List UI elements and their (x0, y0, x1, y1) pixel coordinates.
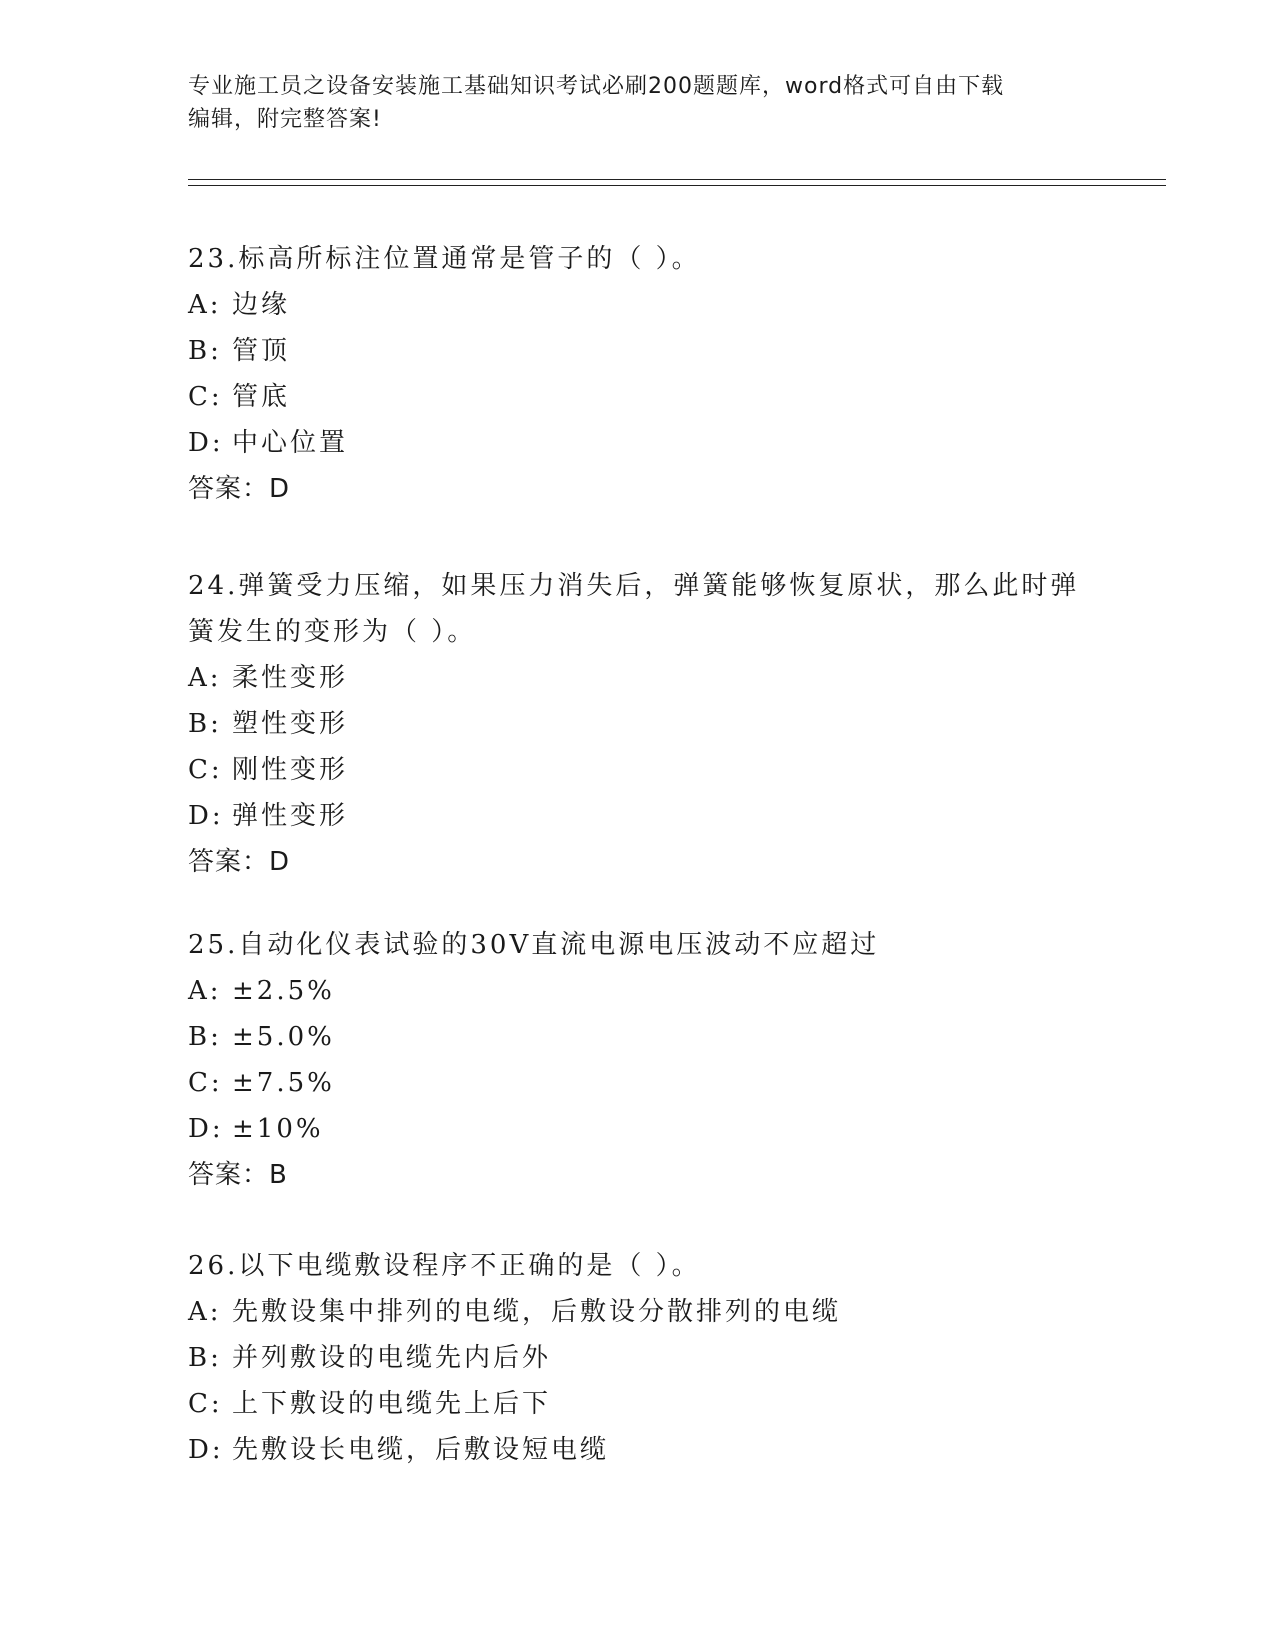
option-a (188, 282, 1088, 328)
option-key: B: (188, 1343, 222, 1373)
option-key: B: (188, 1022, 222, 1052)
question-number: 26. (188, 1251, 239, 1281)
question-stem-continued: 簧发生的变形为（ ）。 (188, 617, 477, 647)
option-a (188, 655, 1088, 701)
question-number: 23. (188, 244, 239, 274)
option-key: C: (188, 755, 223, 785)
option-text: 上下敷设的电缆先上后下 (232, 1389, 552, 1419)
option-a (188, 1289, 1088, 1335)
option-text: ±5.0% (232, 1022, 335, 1052)
header-line-1: 专业施工员之设备安装施工基础知识考试必刷200题题库，word格式可自由下载 (188, 74, 1005, 99)
option-key: B: (188, 709, 222, 739)
option-b (188, 328, 1088, 374)
question-text: 以下电缆敷设程序不正确的是（ ）。 (238, 1251, 701, 1281)
option-d (188, 1427, 1088, 1473)
option-key: C: (188, 1389, 223, 1419)
option-b (188, 701, 1088, 747)
question-stem (188, 922, 1088, 968)
header-divider-top (188, 179, 1166, 180)
option-a (188, 968, 1088, 1014)
document-header (188, 70, 1088, 136)
question-23 (188, 236, 1088, 512)
question-24 (188, 563, 1088, 885)
option-text: 管顶 (232, 336, 291, 366)
question-stem (188, 1243, 1088, 1289)
answer-line: 答案：D (188, 847, 291, 877)
option-key: C: (188, 382, 223, 412)
option-key: D: (188, 1435, 224, 1465)
option-key: A: (188, 663, 222, 693)
question-stem (188, 563, 1088, 609)
option-text: 弹性变形 (232, 801, 349, 831)
option-c (188, 374, 1088, 420)
option-text: 塑性变形 (232, 709, 349, 739)
option-key: A: (188, 1297, 222, 1327)
option-text: ±7.5% (232, 1068, 335, 1098)
option-key: B: (188, 336, 222, 366)
option-b (188, 1014, 1088, 1060)
option-text: 并列敷设的电缆先内后外 (232, 1343, 552, 1373)
option-d (188, 1106, 1088, 1152)
option-text: 刚性变形 (232, 755, 349, 785)
option-b (188, 1335, 1088, 1381)
question-26 (188, 1243, 1088, 1473)
answer-line: 答案：D (188, 474, 291, 504)
option-text: 中心位置 (232, 428, 349, 458)
option-key: C: (188, 1068, 223, 1098)
question-number: 24. (188, 571, 239, 601)
option-text: ±10% (232, 1114, 324, 1144)
option-c (188, 747, 1088, 793)
option-d (188, 793, 1088, 839)
option-key: A: (188, 976, 222, 1006)
question-text: 自动化仪表试验的30V直流电源电压波动不应超过 (238, 930, 880, 960)
option-key: D: (188, 428, 224, 458)
option-c (188, 1060, 1088, 1106)
answer-line: 答案：B (188, 1160, 288, 1190)
option-text: 先敷设长电缆，后敷设短电缆 (232, 1435, 610, 1465)
option-text: 边缘 (232, 290, 291, 320)
header-line-2: 编辑，附完整答案! (188, 107, 382, 132)
header-divider-bottom (188, 185, 1166, 186)
option-text: 柔性变形 (232, 663, 349, 693)
option-key: A: (188, 290, 222, 320)
option-text: 先敷设集中排列的电缆，后敷设分散排列的电缆 (232, 1297, 842, 1327)
question-text: 标高所标注位置通常是管子的（ ）。 (238, 244, 701, 274)
option-c (188, 1381, 1088, 1427)
option-d (188, 420, 1088, 466)
question-stem (188, 236, 1088, 282)
option-key: D: (188, 1114, 224, 1144)
option-key: D: (188, 801, 224, 831)
question-text: 弹簧受力压缩，如果压力消失后，弹簧能够恢复原状，那么此时弹 (238, 571, 1080, 601)
option-text: ±2.5% (232, 976, 335, 1006)
question-25 (188, 922, 1088, 1198)
question-number: 25. (188, 930, 239, 960)
option-text: 管底 (232, 382, 291, 412)
